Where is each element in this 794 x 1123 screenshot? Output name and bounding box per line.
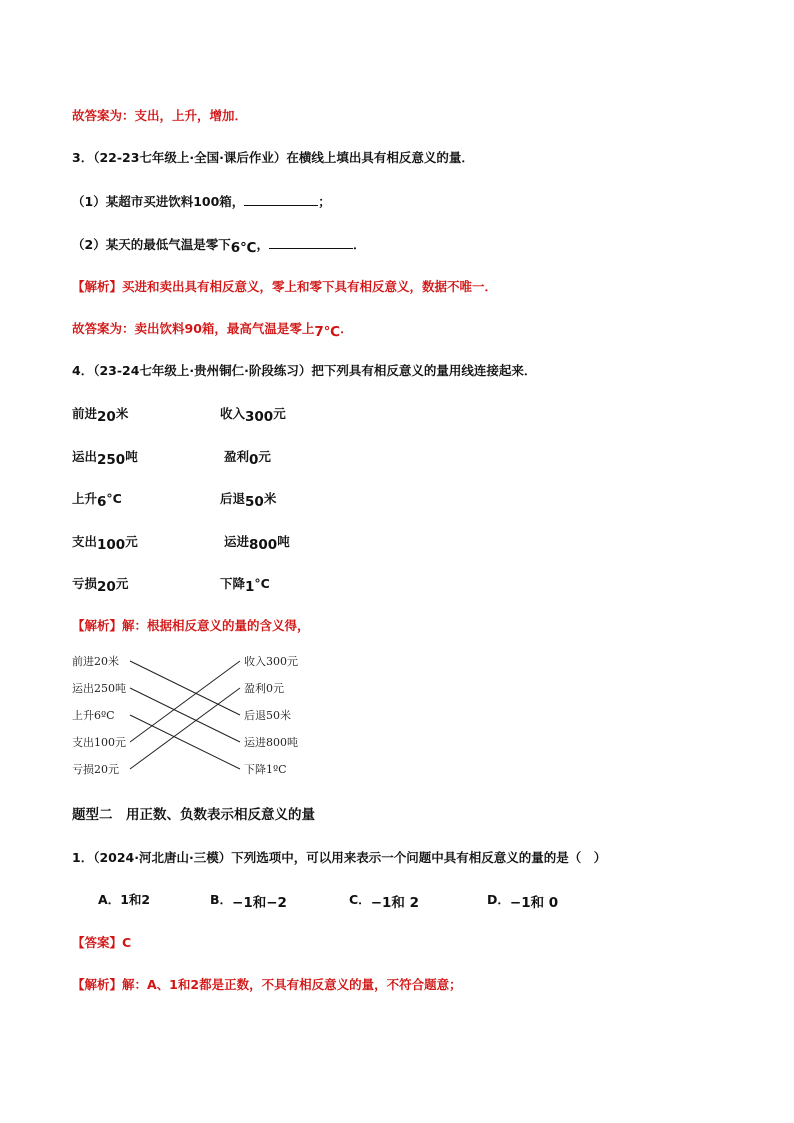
q4-right-item-num: 800 xyxy=(249,537,278,553)
option-a-body: 1和2 xyxy=(120,892,151,907)
q4-right-item-num: 0 xyxy=(249,452,259,468)
option-c[interactable] xyxy=(349,891,419,909)
q3-part1-text: （1）某超市买进饮料100箱， xyxy=(72,194,245,209)
q4-left-item-text: 支出 xyxy=(72,534,98,549)
q4-left-item-num: 20 xyxy=(97,409,116,425)
q4-left-item-unit: 元 xyxy=(125,534,138,549)
q4-left-item-text: 前进 xyxy=(72,406,98,421)
q4-right-item-num: 50 xyxy=(245,494,264,510)
diagram-left-label: 前进20米 xyxy=(72,655,119,668)
q4-right-item xyxy=(220,575,270,593)
q3-answer-num: 7℃ xyxy=(314,324,341,340)
q4-right-item-unit: 元 xyxy=(273,406,286,421)
diagram-right-label: 盈利0元 xyxy=(244,682,284,695)
option-a-label: A． xyxy=(98,892,121,907)
q3-part1-end: ； xyxy=(318,194,331,209)
previous-answer: 故答案为：支出，上升，增加． xyxy=(72,108,248,123)
connection-line xyxy=(130,661,240,715)
q3-part2-text: （2）某天的最低气温是零下 xyxy=(72,237,231,252)
option-c-body: −1和 2 xyxy=(370,895,419,911)
diagram-right-label: 后退50米 xyxy=(244,709,291,722)
diagram-left-label: 上升6ºC xyxy=(72,709,115,722)
q3-part2-blank[interactable] xyxy=(269,236,353,249)
q4-left-item xyxy=(72,405,128,423)
s2-q1-stem: 1．（2024·河北唐山·三模）下列选项中，可以用来表示一个问题中具有相反意义的量的是（ ） xyxy=(72,850,607,865)
q4-left-item xyxy=(72,490,122,508)
q4-left-item-num: 20 xyxy=(97,579,116,595)
q4-right-item-text: 下降 xyxy=(220,576,246,591)
q4-left-item-text: 亏损 xyxy=(72,576,98,591)
q4-right-item-text: 运进 xyxy=(224,534,250,549)
q4-left-item xyxy=(72,533,138,551)
connection-line xyxy=(130,715,240,769)
q3-part2-end: ． xyxy=(352,237,366,252)
q4-right-item-num: 300 xyxy=(245,409,274,425)
connection-line xyxy=(130,661,240,742)
matching-diagram xyxy=(60,646,320,781)
q4-left-item-num: 100 xyxy=(97,537,126,553)
diagram-left-label: 支出100元 xyxy=(72,736,126,749)
option-d-label: D． xyxy=(487,892,510,907)
s2-analysis: 【解析】解：A、1和2都是正数，不具有相反意义的量，不符合题意； xyxy=(72,977,462,992)
option-d-body: −1和 0 xyxy=(509,895,559,911)
q4-right-item-unit: °C xyxy=(254,576,270,591)
q4-right-item-unit: 米 xyxy=(263,491,277,506)
q4-left-item xyxy=(72,575,128,593)
q4-right-item-text: 盈利 xyxy=(224,449,250,464)
q3-part2-num: 6℃ xyxy=(230,240,257,256)
q4-left-item-text: 上升 xyxy=(72,491,98,506)
diagram-right-label: 收入300元 xyxy=(244,655,298,668)
q4-right-item xyxy=(224,533,290,551)
option-d[interactable] xyxy=(487,891,558,909)
q4-stem: 4．（23-24七年级上·贵州铜仁·阶段练习）把下列具有相反意义的量用线连接起来． xyxy=(72,363,537,378)
option-b[interactable] xyxy=(210,891,287,909)
option-b-label: B． xyxy=(210,892,233,907)
section-title: 题型二 用正数、负数表示相反意义的量 xyxy=(72,807,315,823)
q3-stem: 3．（22-23七年级上·全国·课后作业）在横线上填出具有相反意义的量． xyxy=(72,150,474,165)
q4-right-item-text: 收入 xyxy=(220,406,246,421)
q4-left-item xyxy=(72,448,138,466)
q4-left-item-unit: 米 xyxy=(115,406,129,421)
q4-right-item-num: 1 xyxy=(245,579,255,595)
q4-left-item-unit: °C xyxy=(106,491,122,506)
diagram-right-label: 运进800吨 xyxy=(244,736,298,749)
diagram-left-label: 运出250吨 xyxy=(72,682,126,695)
option-a[interactable] xyxy=(98,891,150,909)
q4-right-item-unit: 元 xyxy=(258,449,271,464)
q3-answer-text: 故答案为：卖出饮料90箱，最高气温是零上 xyxy=(72,321,315,336)
option-c-label: C． xyxy=(349,892,371,907)
diagram-left-label: 亏损20元 xyxy=(72,763,119,776)
connection-line xyxy=(130,688,240,742)
q4-left-item-num: 6 xyxy=(97,494,107,510)
q3-analysis: 【解析】买进和卖出具有相反意义，零上和零下具有相反意义，数据不唯一． xyxy=(72,279,498,294)
q4-right-item-unit: 吨 xyxy=(277,534,290,549)
q4-right-item xyxy=(220,490,276,508)
q4-right-item xyxy=(224,448,271,466)
q4-left-item-text: 运出 xyxy=(72,449,98,464)
q3-part2-comma: ， xyxy=(256,237,269,252)
q3-answer xyxy=(72,320,353,338)
s2-answer: 【答案】C xyxy=(72,935,132,950)
q3-answer-end: ． xyxy=(340,321,353,336)
q4-right-item-text: 后退 xyxy=(220,491,246,506)
diagram-right-label: 下降1ºC xyxy=(244,763,287,776)
q4-left-item-num: 250 xyxy=(97,452,126,468)
q4-analysis: 【解析】解：根据相反意义的量的含义得， xyxy=(72,618,310,633)
q3-part1-blank[interactable] xyxy=(244,193,318,206)
q3-part2 xyxy=(72,236,365,254)
q4-right-item xyxy=(220,405,286,423)
connection-line xyxy=(130,688,240,769)
q4-left-item-unit: 元 xyxy=(115,576,129,591)
option-b-body: −1和−2 xyxy=(232,895,287,911)
q4-left-item-unit: 吨 xyxy=(125,449,138,464)
q3-part1 xyxy=(72,193,331,211)
